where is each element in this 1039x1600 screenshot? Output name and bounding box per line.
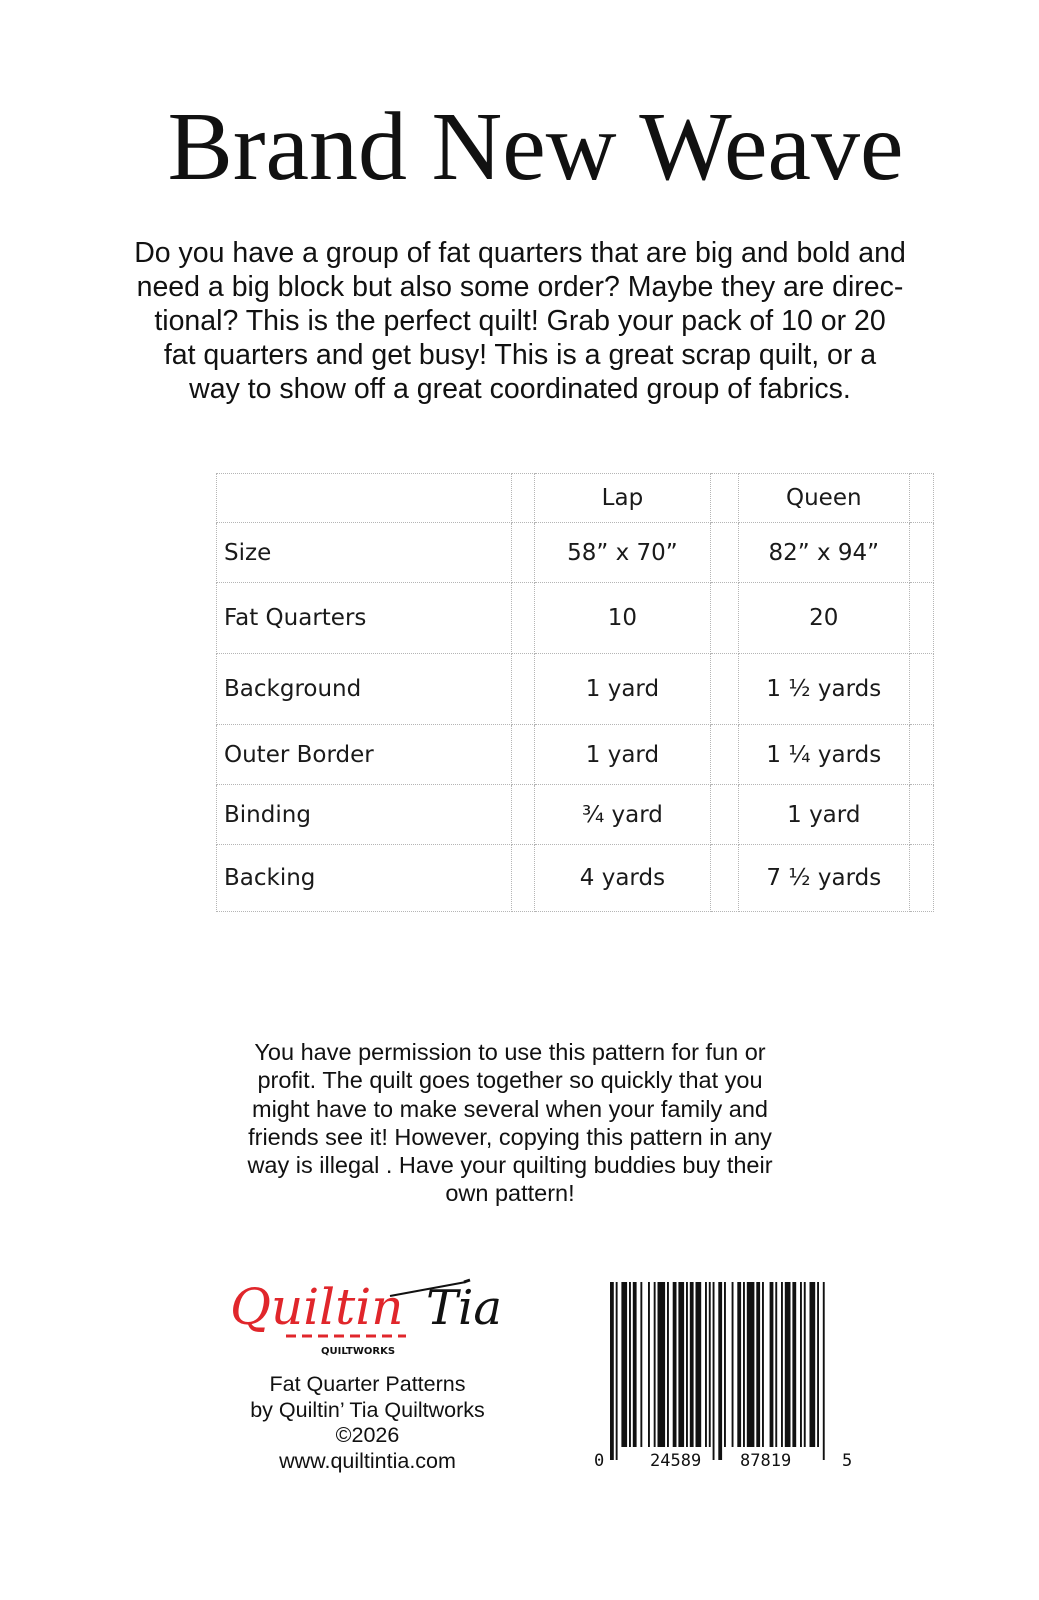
intro-paragraph: [90, 236, 950, 406]
fabric-requirements-table: [216, 473, 934, 912]
table-row: [217, 583, 934, 654]
permission-notice: [200, 1038, 820, 1208]
row-label: Size: [217, 523, 512, 583]
table-row: [217, 725, 934, 785]
barcode-bar: [690, 1282, 694, 1447]
queen-value: 1 ¼ yards: [738, 725, 910, 785]
barcode-bar: [737, 1282, 741, 1447]
row-label: Backing: [217, 845, 512, 912]
barcode-bar: [696, 1282, 702, 1447]
barcode-bar: [756, 1282, 760, 1447]
barcode-group-1: 24589: [650, 1451, 702, 1471]
table-header-row: [217, 474, 934, 523]
barcode-bar: [648, 1282, 650, 1447]
lap-value: 1 yard: [535, 725, 710, 785]
barcode-bar: [800, 1282, 802, 1447]
barcode-bar: [724, 1282, 726, 1447]
publisher-line: Fat Quarter Patterns: [269, 1372, 466, 1396]
barcode-group-2: 87819: [740, 1451, 792, 1471]
header-cell-lap: Lap: [535, 474, 710, 523]
queen-value: 82” x 94”: [738, 523, 910, 583]
row-label: Fat Quarters: [217, 583, 512, 654]
barcode-bar: [610, 1282, 614, 1460]
barcode-bar: [673, 1282, 677, 1447]
upc-barcode: [590, 1282, 855, 1472]
barcode-bar: [785, 1282, 791, 1447]
barcode-bar: [747, 1282, 755, 1447]
queen-value: 1 ½ yards: [738, 654, 910, 725]
barcode-bar: [732, 1282, 734, 1447]
header-cell-label: [217, 474, 512, 523]
lap-value: ¾ yard: [535, 785, 710, 845]
barcode-bar: [629, 1282, 631, 1447]
lap-value: 4 yards: [535, 845, 710, 912]
barcode-bar: [770, 1282, 774, 1447]
permission-line: own pattern!: [445, 1180, 575, 1207]
table-row: [217, 845, 934, 912]
publisher-url: www.quiltintia.com: [279, 1448, 456, 1473]
lap-value: 10: [535, 583, 710, 654]
intro-line: tional? This is the perfect quilt! Grab your pack of 10 or 20: [154, 305, 886, 337]
permission-line: friends see it! However, copying this pattern in any: [248, 1123, 772, 1150]
intro-line: fat quarters and get busy! This is a great scrap quilt, or a: [163, 339, 877, 371]
barcode-bar: [616, 1282, 618, 1460]
barcode-bar: [762, 1282, 764, 1447]
permission-line: way is illegal . Have your quilting buddies buy their: [247, 1152, 773, 1179]
barcode-bar: [718, 1282, 722, 1460]
queen-value: 7 ½ yards: [738, 845, 910, 912]
barcode-bar: [686, 1282, 688, 1447]
barcode-bar: [709, 1282, 711, 1447]
lap-value: 1 yard: [535, 654, 710, 725]
permission-line: You have permission to use this pattern for fun or: [254, 1039, 766, 1065]
row-label: Outer Border: [217, 725, 512, 785]
row-label: Background: [217, 654, 512, 725]
barcode-bar: [713, 1282, 715, 1460]
barcode-bar: [640, 1282, 642, 1447]
barcode-digit-left: 0: [594, 1451, 605, 1471]
queen-value: 1 yard: [738, 785, 910, 845]
barcode-bar: [667, 1282, 669, 1447]
barcode-bar: [810, 1282, 816, 1447]
quiltin-tia-logo: [226, 1272, 506, 1362]
logo-text-tia: Tia: [426, 1280, 502, 1336]
lap-value: 58” x 70”: [535, 523, 710, 583]
barcode-bar: [621, 1282, 627, 1447]
queen-value: 20: [738, 583, 910, 654]
barcode-bar: [792, 1282, 796, 1447]
barcode-bar: [658, 1282, 666, 1447]
barcode-bar: [804, 1282, 806, 1447]
barcode-bar: [817, 1282, 819, 1447]
intro-line: way to show off a great coordinated group of fabrics.: [189, 373, 851, 405]
header-cell-queen: Queen: [738, 474, 910, 523]
row-label: Binding: [217, 785, 512, 845]
barcode-bar: [633, 1282, 637, 1447]
table-row: [217, 654, 934, 725]
barcode-bar: [775, 1282, 777, 1447]
barcode-bar: [678, 1282, 684, 1447]
permission-line: might have to make several when your family and: [252, 1095, 768, 1122]
barcode-bar: [705, 1282, 707, 1447]
barcode-bar: [781, 1282, 783, 1447]
publisher-line: ©2026: [335, 1423, 400, 1447]
publisher-info: [215, 1372, 520, 1474]
permission-line: profit. The quilt goes together so quickly that you: [257, 1067, 763, 1094]
page-title: Brand New Weave: [167, 93, 904, 201]
table-row: [217, 785, 934, 845]
barcode-bars: [610, 1282, 825, 1460]
intro-line: need a big block but also some order? Maybe they are direc-: [136, 271, 904, 303]
barcode-bar: [654, 1282, 656, 1447]
barcode-digit-right: 5: [842, 1451, 853, 1471]
barcode-bar: [743, 1282, 745, 1447]
intro-line: Do you have a group of fat quarters that are big and bold and: [134, 237, 906, 269]
barcode-bar: [823, 1282, 825, 1460]
logo-text-quiltin: Quiltin: [230, 1278, 404, 1336]
table-row: [217, 523, 934, 583]
publisher-line: by Quiltin’ Tia Quiltworks: [250, 1397, 485, 1422]
logo-tagline: QUILTWORKS: [321, 1346, 396, 1357]
